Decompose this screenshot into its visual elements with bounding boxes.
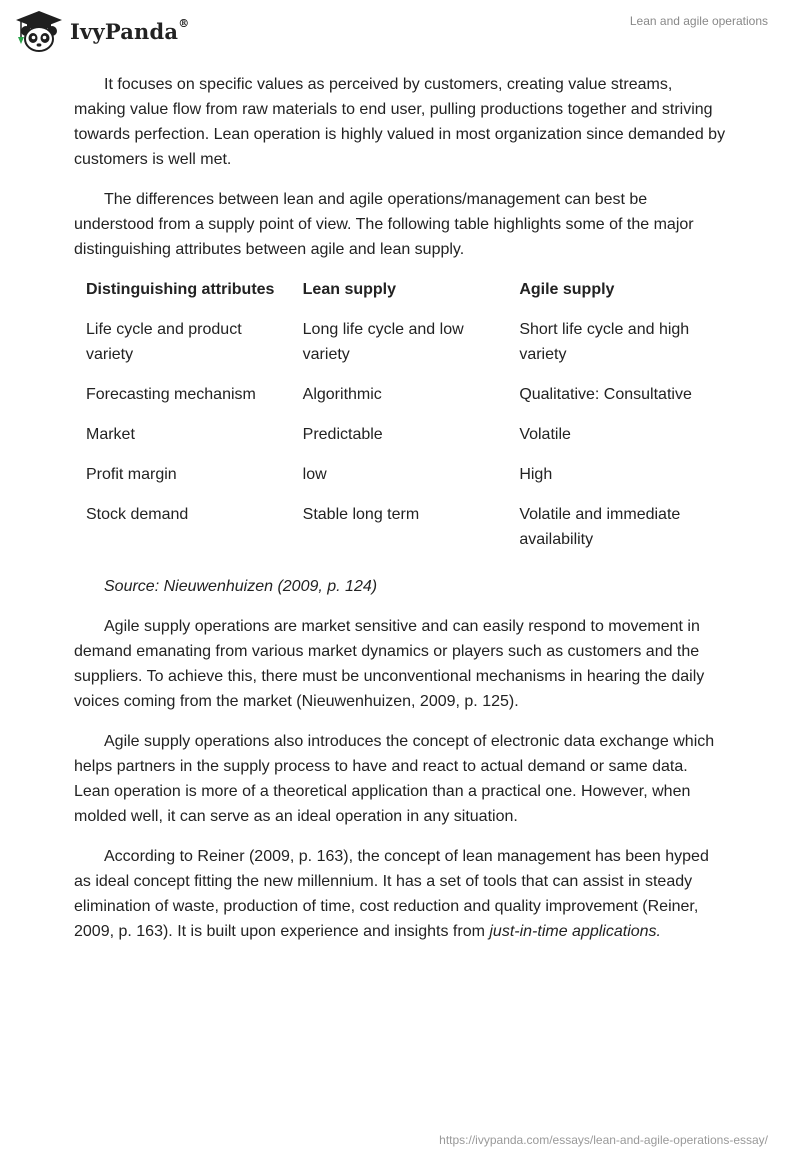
column-header: Distinguishing attributes	[86, 281, 275, 298]
italic-term: just-in-time applications.	[489, 923, 661, 940]
table-source: Source: Nieuwenhuizen (2009, p. 124)	[104, 578, 378, 595]
table-cell: High	[519, 466, 553, 483]
comparison-table	[74, 277, 724, 562]
table-cell: Short life cycle and high variety	[519, 321, 690, 363]
table-cell: Stable long term	[302, 506, 420, 523]
paragraph: The differences between lean and agile operations/management can best be understood from a supply point of view. The following table highlights some of the major distinguishing attributes between agile and lean supply.	[74, 191, 694, 258]
paragraph: Agile supply operations also introduces the concept of electronic data exchange which helps partners in the supply process to have and react to actual demand or same data. Lean operation is more of a theoretical application than a practical one. However, when molded well, it can serve as an ideal operation in any situation.	[74, 733, 715, 825]
table-row	[74, 417, 724, 457]
footer-url[interactable]: https://ivypanda.com/essays/lean-and-agile-operations-essay/	[439, 1133, 768, 1147]
table-row	[74, 497, 724, 562]
table-cell: Algorithmic	[302, 386, 382, 403]
paragraph: Agile supply operations are market sensitive and can easily respond to movement in demand emanating from various market dynamics or players such as customers and the suppliers. To achieve this, there must be unconventional mechanisms in hearing the daily voices coming from the market (Nieuwenhuizen, 2009, p. 125).	[74, 618, 705, 710]
paragraph-text: According to Reiner (2009, p. 163), the concept of lean management has been hyped as ideal concept fitting the new millennium. It has a set of tools that can assist in steady elimination of waste, production of time, cost reduction and quality improvement (Reiner, 2009, p. 163). It is built upon experience and insights from	[74, 848, 709, 940]
table-header-row	[74, 277, 724, 312]
panda-graduate-icon	[14, 9, 64, 53]
paragraph: It focuses on specific values as perceived by customers, creating value streams, making value flow from raw materials to end user, pulling productions together and striving towards perfection. Lean operation is highly valued in most organization since demanded by customers is well met.	[74, 76, 726, 168]
table-cell: Market	[86, 426, 135, 443]
table-cell: Forecasting mechanism	[86, 386, 256, 403]
paragraph	[74, 844, 726, 944]
table-cell: low	[302, 466, 327, 483]
table-cell: Stock demand	[86, 506, 189, 523]
column-header: Lean supply	[302, 281, 397, 298]
table-cell: Profit margin	[86, 466, 177, 483]
table-cell: Qualitative: Consultative	[519, 386, 692, 403]
page-header	[0, 0, 800, 60]
document-title: Lean and agile operations	[629, 14, 768, 28]
table-cell: Predictable	[302, 426, 383, 443]
table-row	[74, 312, 724, 377]
column-header: Agile supply	[519, 281, 615, 298]
table-cell: Volatile	[519, 426, 571, 443]
table-row	[74, 457, 724, 497]
table-row	[74, 377, 724, 417]
brand-logo[interactable]	[14, 9, 189, 53]
table-cell: Volatile and immediate availability	[519, 506, 681, 548]
table-cell: Life cycle and product variety	[86, 321, 242, 363]
table-cell: Long life cycle and low variety	[302, 321, 464, 363]
essay-content	[74, 72, 726, 959]
brand-name: IvyPanda®	[70, 16, 190, 44]
